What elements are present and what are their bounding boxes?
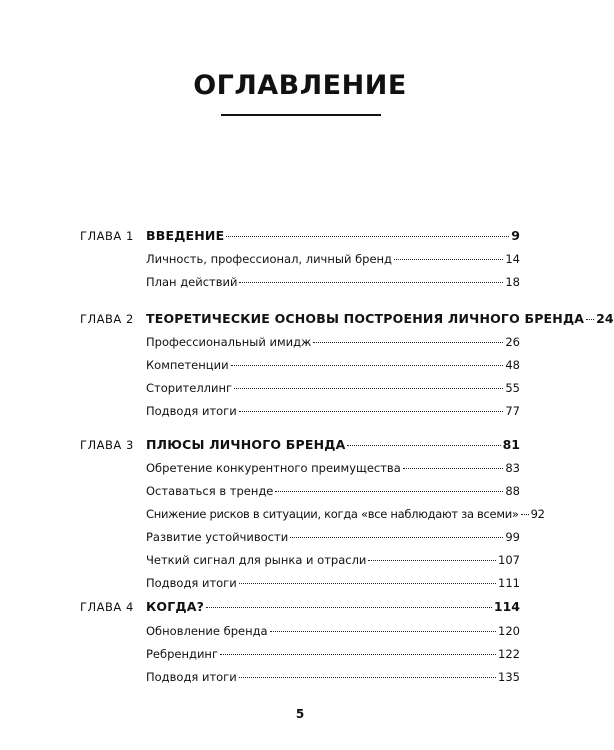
entry-title: Подводя итоги [146,403,237,418]
entry-title: Подводя итоги [146,669,237,684]
entry-title: Подводя итоги [146,575,237,590]
entry-title: План действий [146,274,238,289]
title-underline [221,114,381,116]
leader-dots [239,571,496,584]
entry-title: Сторителлинг [146,380,233,395]
entry-title: Развитие устойчивости [146,529,289,544]
chapter-page: 81 [502,436,520,452]
entry-page: 18 [505,274,520,289]
toc-entry[interactable] [146,622,520,638]
toc-entry[interactable] [146,505,545,521]
leader-dots [234,376,503,389]
entry-title: Обновление бренда [146,623,268,638]
toc-entry[interactable] [146,528,520,544]
entry-page: 26 [505,334,520,349]
leader-dots [403,456,504,469]
entry-title: Оставаться в тренде [146,483,274,498]
toc-entry[interactable] [146,459,520,475]
chapter-title: КОГДА? [146,598,205,614]
entry-title: Профессиональный имидж [146,334,312,349]
toc-entry[interactable] [146,379,520,395]
entry-page: 120 [498,623,520,638]
chapter-title: ПЛЮСЫ ЛИЧНОГО БРЕНДА [146,436,346,452]
toc-entry[interactable] [146,551,520,567]
leader-dots [313,330,503,343]
toc-entry[interactable] [146,645,520,661]
leader-dots [394,247,503,260]
leader-dots [231,353,504,366]
chapter-heading[interactable] [80,597,520,614]
page-title: ОГЛАВЛЕНИЕ [193,70,407,101]
chapter-label: ГЛАВА 3 [80,437,134,452]
entry-page: 92 [530,506,545,521]
toc-entry[interactable] [146,356,520,372]
leader-dots [347,432,500,446]
page-number: 5 [295,707,305,721]
chapter-label: ГЛАВА 1 [80,228,134,243]
entry-title: Компетенции [146,357,229,372]
entry-page: 107 [498,552,520,567]
entry-title: Четкий сигнал для рынка и отрасли [146,552,367,567]
chapter-heading[interactable] [80,309,614,326]
leader-dots [290,525,503,538]
toc-entry[interactable] [146,574,520,590]
toc-entry[interactable] [146,668,520,684]
entry-title: Личность, профессионал, личный бренд [146,251,393,266]
leader-dots [239,665,496,678]
leader-dots [521,502,529,515]
toc-entry[interactable] [146,250,520,266]
leader-dots [368,548,496,561]
leader-dots [270,619,496,632]
entry-page: 14 [505,251,520,266]
toc-entry[interactable] [146,482,520,498]
entry-page: 122 [498,646,520,661]
toc-entry[interactable] [146,273,520,289]
chapter-page: 24 [596,310,614,326]
entry-title: Обретение конкурентного преимущества [146,460,401,475]
entry-page: 111 [498,575,520,590]
entry-page: 83 [505,460,520,475]
leader-dots [239,399,504,412]
entry-page: 88 [505,483,520,498]
chapter-label: ГЛАВА 2 [80,311,134,326]
leader-dots [220,642,496,655]
leader-dots [206,594,492,608]
leader-dots [586,306,594,320]
chapter-title: ВВЕДЕНИЕ [146,227,225,243]
leader-dots [275,479,503,492]
entry-page: 135 [498,669,520,684]
chapter-title: ТЕОРЕТИЧЕСКИЕ ОСНОВЫ ПОСТРОЕНИЯ ЛИЧНОГО БРЕНДА [146,310,585,326]
chapter-heading[interactable] [80,226,520,243]
entry-title: Ребрендинг [146,646,218,661]
leader-dots [239,270,503,283]
entry-page: 55 [505,380,520,395]
chapter-page: 114 [493,598,520,614]
entry-page: 77 [505,403,520,418]
chapter-page: 9 [511,227,520,243]
entry-title: Снижение рисков в ситуации, когда «все наблюдают за всеми» [146,506,519,521]
toc-entry[interactable] [146,333,520,349]
chapter-heading[interactable] [80,435,520,452]
chapter-label: ГЛАВА 4 [80,599,134,614]
toc-entry[interactable] [146,402,520,418]
entry-page: 48 [505,357,520,372]
leader-dots [226,223,509,237]
entry-page: 99 [505,529,520,544]
